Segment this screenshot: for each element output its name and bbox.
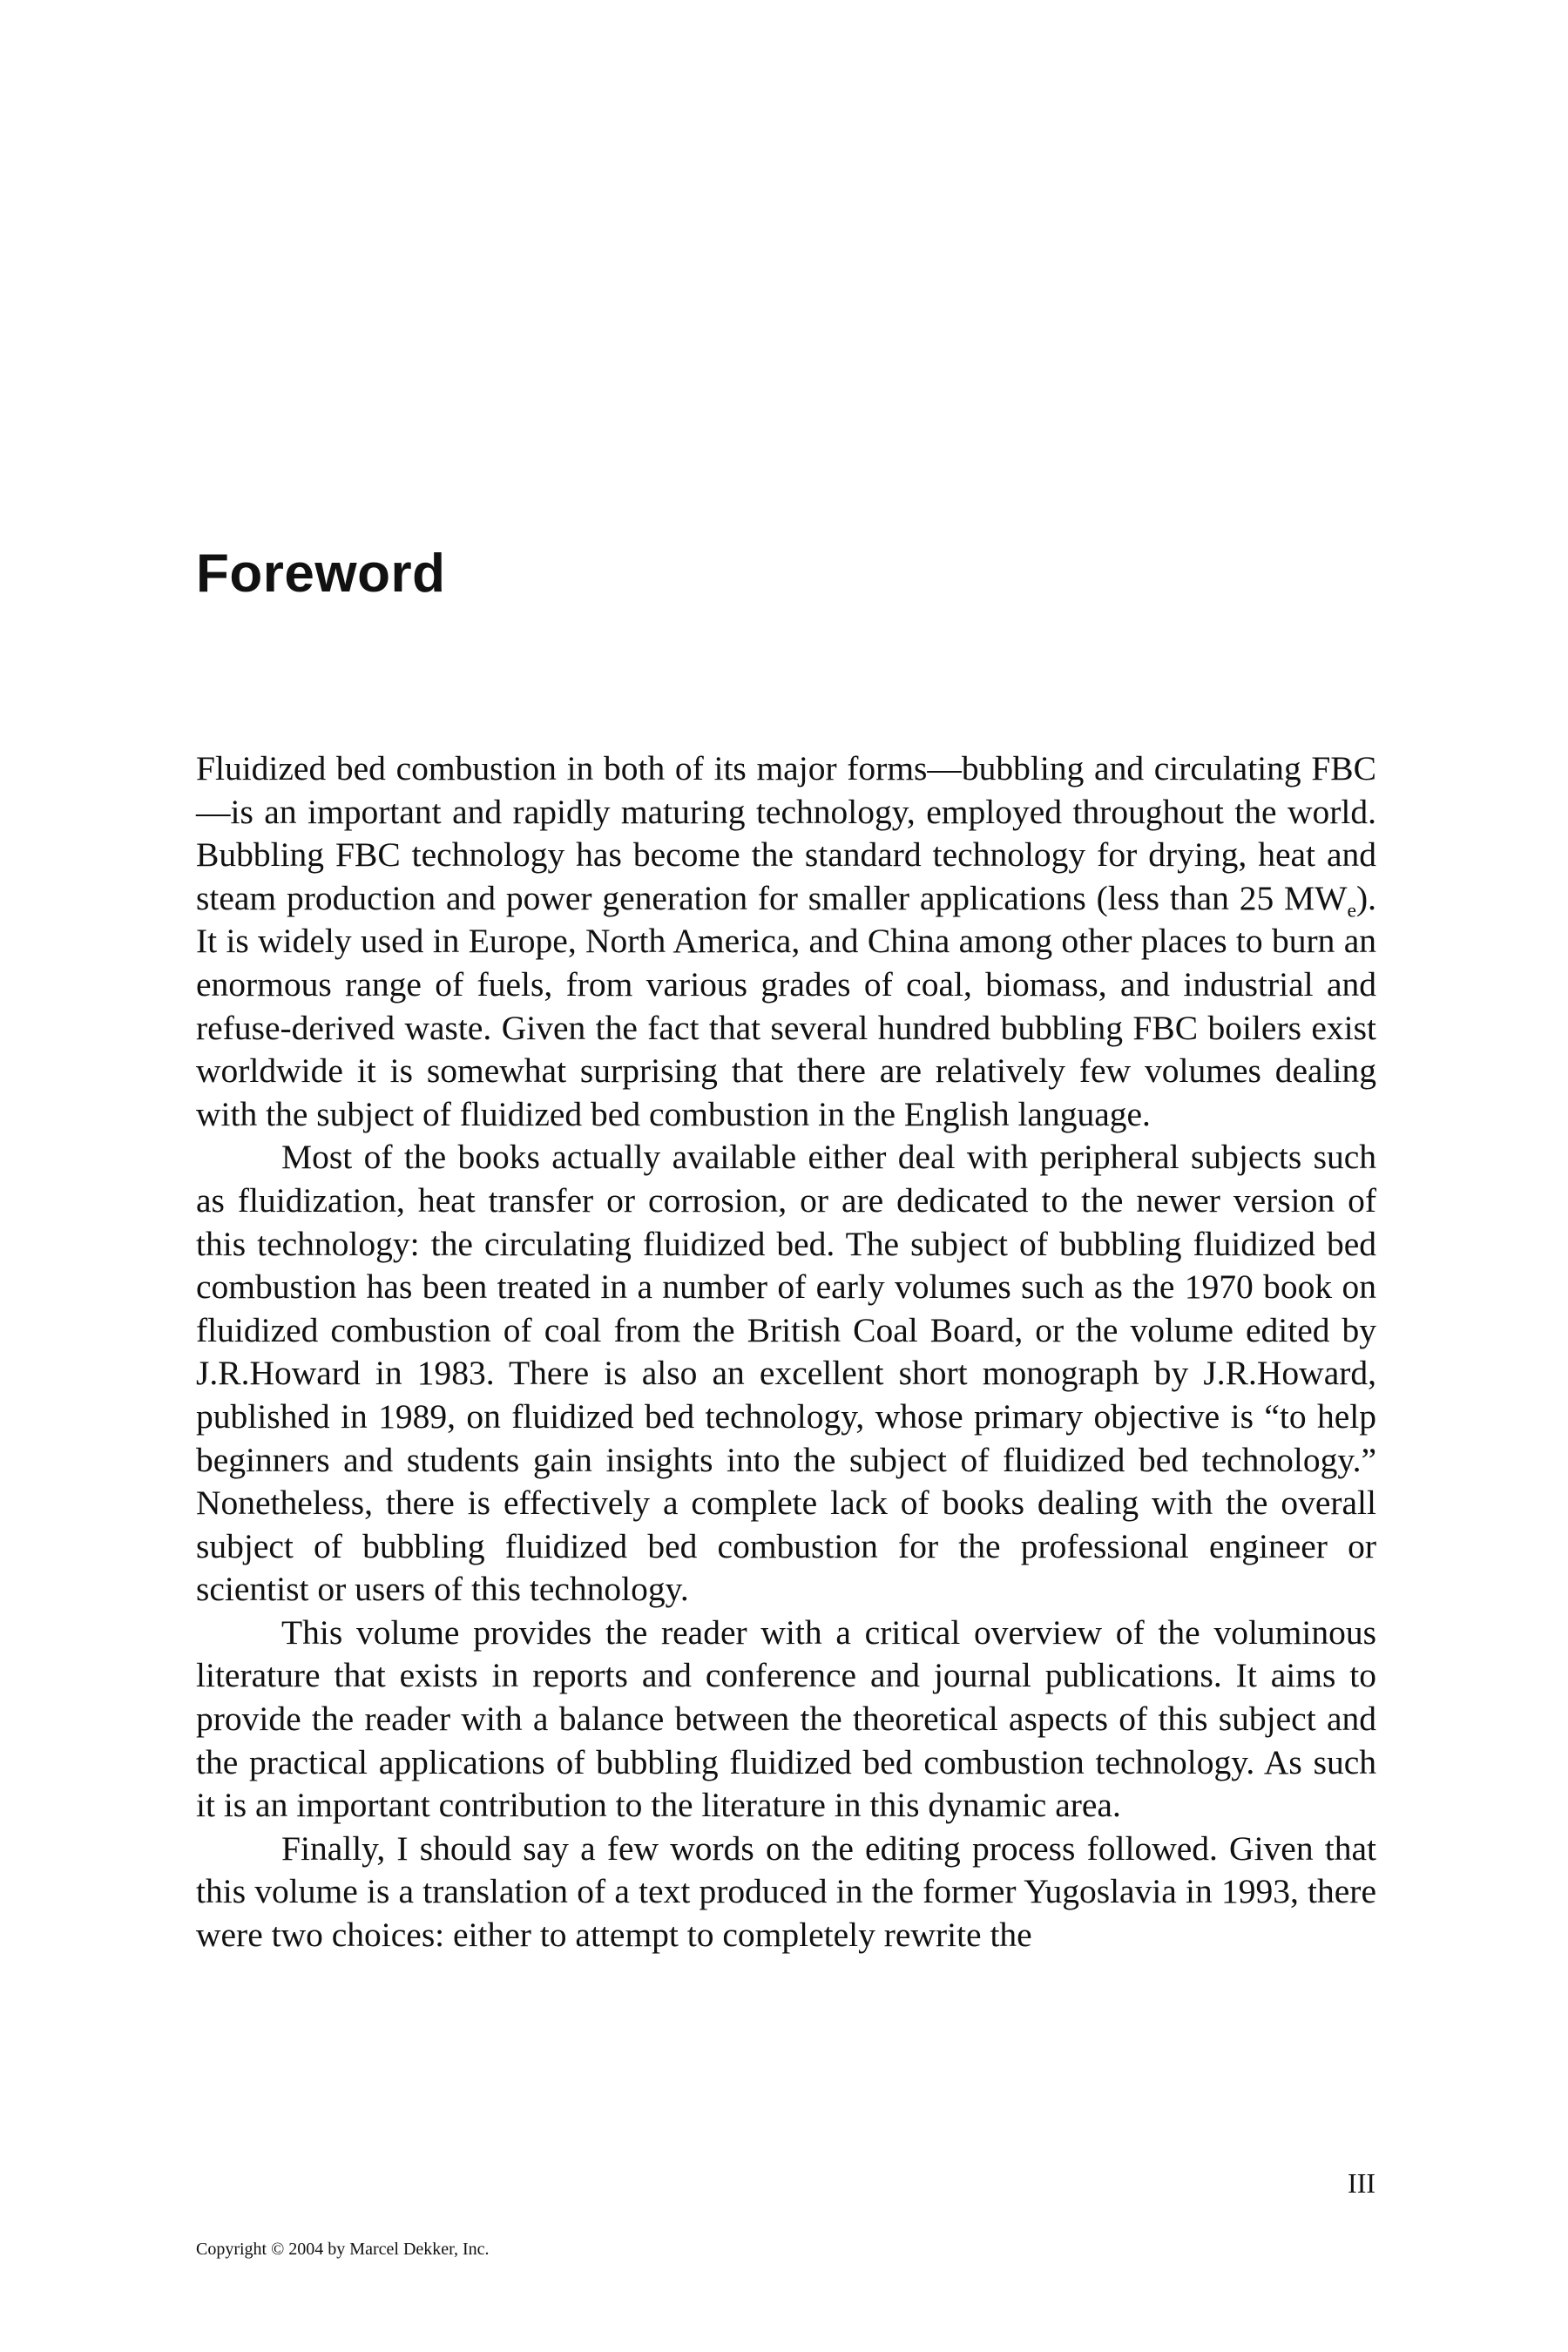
body-text xyxy=(196,747,1376,1957)
paragraph-1 xyxy=(196,747,1376,1136)
paragraph-1-text-b: ). It is widely used in Europe, North America, and China among other places to burn an enormous range of fuels, from various grades of coal, biomass, and industrial and refuse-derived waste. Given the fact that several hundred bubbling FBC boilers exist worldwide it is somewhat surprising that there are relatively few volumes dealing with the subject of fluidized bed combustion in the English language. xyxy=(196,878,1376,1133)
subscript-e: e xyxy=(1347,899,1356,923)
paragraph-1-text-a: Fluidized bed combustion in both of its major forms—bubbling and circulating FBC—is an important and rapidly maturing technology, employed throughout the world. Bubbling FBC technology has become the standard technology for drying, heat and steam production and power generation for smaller applications (less than 25 MW xyxy=(196,749,1376,917)
paragraph-4: Finally, I should say a few words on the editing process followed. Given that this volume is a translation of a text produced in the former Yugoslavia in 1993, there were two choices: either to attempt to completely rewrite the xyxy=(196,1828,1376,1955)
paragraph-2: Most of the books actually available either deal with peripheral subjects such as fluidization, heat transfer or corrosion, or are dedicated to the newer version of this technology: the circulating fluidized bed. The subject of bubbling fluidized bed combustion has been treated in a number of early volumes such as the 1970 book on fluidized combustion of coal from the British Coal Board, or the volume edited by J.R.Howard in 1983. There is also an excellent short monograph by J.R.Howard, published in 1989, on fluidized bed technology, whose primary objective is “to help beginners and students gain insights into the subject of fluidized bed technology.” Nonetheless, there is effectively a complete lack of books dealing with the overall subject of bubbling fluidized bed combustion for the professional engineer or scientist or users of this technology. xyxy=(196,1138,1376,1609)
page-title: Foreword xyxy=(196,544,446,604)
paragraph-3: This volume provides the reader with a critical overview of the voluminous literature that exists in reports and conference and journal publications. It aims to provide the reader with a balance between the theoretical aspects of this subject and the practical applications of bubbling fluidized bed combustion technology. As such it is an important contribution to the literature in this dynamic area. xyxy=(196,1612,1376,1825)
page-number: III xyxy=(1348,2167,1375,2199)
copyright-notice: Copyright © 2004 by Marcel Dekker, Inc. xyxy=(196,2240,490,2259)
